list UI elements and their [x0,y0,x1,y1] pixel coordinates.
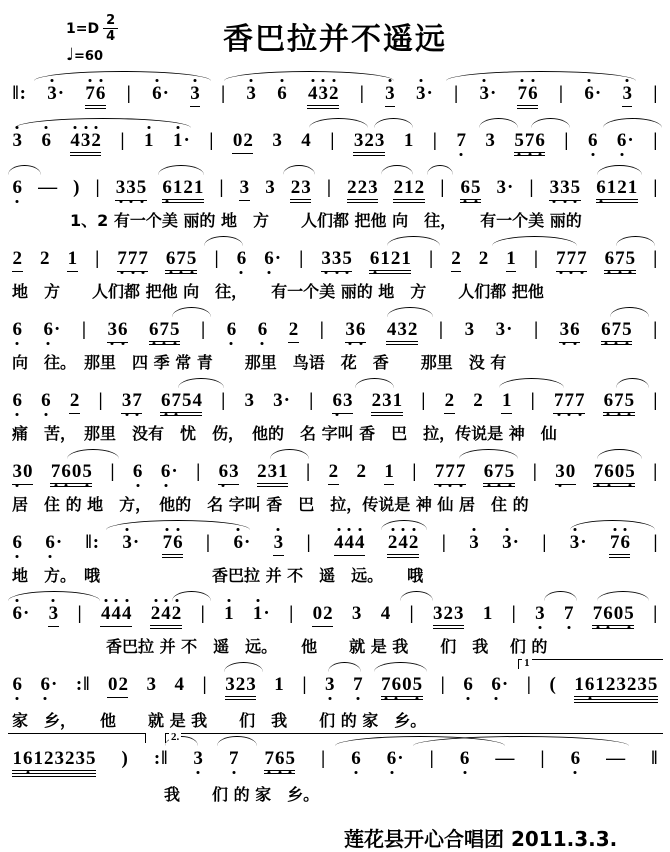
barline-symbol: | [511,603,516,624]
note-group: 2 [478,248,489,269]
barline-symbol: | [653,532,658,553]
note-group: 3 [272,130,282,151]
quarter-note-icon: ♩ [66,45,75,65]
note-group: 1· [252,603,270,624]
slur-arc [492,236,577,246]
note-group: 3· [569,532,587,553]
note-group: 30 [12,462,33,485]
note-group: 212 [393,178,425,203]
note-group: 6· [45,532,63,553]
note-group: 36 [107,320,128,343]
note-group: 6· [584,83,602,104]
barline-symbol: | [529,177,534,198]
music-system [8,733,662,805]
note-group: 7605 [381,675,423,700]
score-header [8,6,662,68]
note-group: 3 [464,319,475,340]
note-group: 231 [371,391,403,416]
note-group: 242 [387,533,419,558]
barline-symbol: | [653,130,658,151]
barline-symbol: | [209,130,214,151]
note-group: 6· [264,248,282,269]
barline-symbol: | [319,319,324,340]
barline-symbol: | [409,603,414,624]
note-group: 4 [301,130,311,151]
slur-arc [34,71,211,81]
note-group: 63 [218,462,239,485]
barline-symbol: | [441,532,446,553]
slur-arc [603,118,662,128]
note-group: 6 [463,674,473,695]
note-group: 6· [491,674,509,695]
note-group: 432 [307,84,339,109]
slur-arc [597,591,649,601]
notation-row [8,446,662,491]
note-group: 675 [149,320,181,345]
note-group: 335 [321,249,353,272]
tempo-value: =60 [74,49,104,64]
barline-symbol: | [542,532,547,553]
credit-line: 莲花县开心合唱团 2011.3.3. [344,827,618,851]
note-group: 36 [559,320,580,343]
barline-symbol: | [653,461,658,482]
tempo-marking [66,45,118,65]
note-group: 675 [165,249,197,274]
notation-row [8,304,662,349]
note-group: 777 [117,249,149,272]
note-group: 3· [502,532,519,553]
note-group: 432 [386,320,418,345]
slur-arc [355,378,394,388]
page-title: 香巴拉并不遥远 [223,23,447,56]
note-group: 3 [48,604,59,627]
note-group: 1 [506,249,517,272]
barline-symbol: | [95,248,100,269]
slur-arc [479,118,518,128]
note-group: 3 [325,674,335,695]
note-group: 3· [479,83,497,104]
note-group: 30 [555,462,576,485]
note-group: 76 [609,533,630,558]
barline-symbol: | [438,319,444,340]
barline-symbol: | [302,674,307,695]
barline-symbol: | [95,177,100,198]
barline-symbol: | [306,532,311,553]
barline-symbol: | [653,390,658,411]
note-group: 675 [483,462,515,487]
notation-row [8,68,662,113]
note-group: 6 [226,319,237,340]
volta-bracket [8,733,146,743]
note-group: 1 [403,130,414,151]
note-group: 6· [43,319,61,340]
note-group: 76 [85,84,106,109]
note-group: 3 [469,532,479,553]
barline-symbol: | [532,461,537,482]
slur-arc [283,165,316,175]
score-body [8,68,662,805]
note-group: 7 [563,603,574,624]
note-group: 6· [152,83,169,104]
slur-arc [597,165,643,175]
note-group: 6 [351,748,361,769]
note-group: 2 [473,390,483,411]
note-group: 36 [345,320,366,343]
note-group: 16123235 [12,749,96,777]
note-group: 3· [273,390,290,411]
note-group: 432 [70,131,102,156]
note-group: 16123235 [574,675,658,703]
slur-arc [597,449,643,459]
note-group: 335 [549,178,581,201]
barline-symbol: ‖ [651,748,658,769]
notation-row [8,588,662,633]
slur-arc [270,449,309,459]
music-system [8,68,662,113]
note-group: 675 [603,391,635,416]
slur-arc [610,307,649,317]
meter-numerator: 2 [103,14,118,29]
note-group: 6 [132,461,143,482]
barline-symbol: | [429,748,434,769]
note-group: 4 [380,603,391,624]
barline-symbol: | [219,177,224,198]
notation-row [8,115,662,160]
barline-symbol: | [110,461,115,482]
barline-symbol: | [321,748,326,769]
lyrics-line: 我 们 的 家 乡。 [164,785,320,804]
barline-symbol: | [221,390,226,411]
note-group: 1· [172,130,190,151]
note-group: 6 [41,390,51,411]
barline-symbol: | [558,83,564,104]
note-group: 323 [433,604,465,629]
barline-symbol: | [359,83,364,104]
barline-symbol: | [526,674,531,695]
note-group: 3 [351,603,362,624]
note-group: 6 [12,674,22,695]
note-group: — [495,748,515,769]
slur-arc [400,591,433,601]
note-group: 777 [434,462,466,485]
barline-symbol: | [330,130,335,151]
notation-row [8,733,662,781]
slur-arc [427,165,453,175]
note-group: 3· [496,177,514,198]
music-system [8,375,662,444]
slur-arc [531,118,570,128]
note-group: 231 [257,462,289,487]
note-group: 6· [233,532,251,553]
barline-symbol: | [653,177,658,198]
music-system [8,233,662,302]
note-group: 675 [604,249,636,274]
note-group: 2 [288,320,299,343]
note-group: 3 [265,177,275,198]
lyrics-line: 居 住 的 地 方， 他的 名 字叫 香 巴 拉，传说是 神 仙 居 住 的 [12,495,529,514]
slur-arc [309,118,368,128]
slur-arc [616,236,655,246]
lyrics-line: 1、2 有一个美 丽的 地 方 人们都 把他 向 往， 有一个美 丽的 [70,211,582,230]
barline-symbol: | [201,319,206,340]
note-group: 777 [553,391,585,414]
note-group: 02 [107,675,128,698]
music-system [8,115,662,160]
barline-symbol: | [653,83,658,104]
note-group: 1 [384,462,395,485]
barline-symbol: | [98,390,103,411]
notation-row [8,233,662,278]
note-group: 6 [12,319,22,340]
note-group: 6 [236,248,247,269]
slur-arc [381,165,414,175]
note-group: 02 [232,131,253,154]
barline-symbol: | [440,177,445,198]
barline-symbol: | [540,748,545,769]
barline-symbol: | [432,130,437,151]
note-group: 7 [228,748,239,769]
barline-symbol: | [202,674,207,695]
slur-arc [387,307,433,317]
note-group: 6 [277,83,287,104]
note-group: 7605 [592,604,634,629]
note-group: 3 [146,674,156,695]
barline-symbol: | [126,83,131,104]
barline-symbol: ( [549,674,556,695]
barline-symbol: ) [73,177,80,198]
note-group: 3· [495,319,513,340]
note-group: 2 [40,248,50,269]
note-group: 3 [622,84,633,107]
note-group: 6121 [162,178,204,203]
note-group: — [38,177,58,198]
note-group: 7 [353,674,363,695]
notation-row [8,517,662,562]
slur-arc [15,118,192,128]
lyrics-line: 香巴拉 并 不 遥 远。 他 就 是 我 们 我 们 的 [106,637,548,656]
music-system [8,659,662,731]
note-group: 6 [257,319,268,340]
note-group: 675 [601,320,633,345]
barline-symbol: | [309,390,314,411]
note-group: 2 [356,461,366,482]
barline-symbol: | [653,248,658,269]
meter-denominator: 4 [106,29,116,44]
barline-symbol: ‖: [12,83,26,104]
note-group: 6 [587,130,598,151]
slur-arc [616,378,649,388]
note-group: 444 [334,533,366,556]
barline-symbol: | [299,248,304,269]
note-group: 2 [328,462,339,485]
barline-symbol: | [454,83,459,104]
note-group: 6· [386,748,404,769]
barline-symbol: | [120,130,125,151]
barline-symbol: | [205,532,211,553]
lyrics-line: 家 乡， 他 就 是 我 们 我 们 的 家 乡。 [12,711,427,730]
note-group: 4 [174,674,184,695]
note-group: 323 [225,675,257,700]
barline-symbol: | [77,603,82,624]
note-group: 1 [482,603,493,624]
note-group: 2 [444,391,455,414]
note-group: 6121 [596,178,638,203]
barline-symbol: | [530,390,535,411]
note-group: 23 [290,178,311,203]
slur-arc [459,449,518,459]
note-group: 576 [514,131,546,156]
note-group: 6754 [160,391,202,416]
barline-symbol: | [533,319,539,340]
note-group: 3 [273,533,284,556]
note-group: 76 [517,84,538,109]
note-group: 242 [150,604,182,629]
slur-arc [8,165,41,175]
key-signature-block [66,14,118,65]
barline-symbol: | [214,248,219,269]
barline-symbol: | [440,674,445,695]
note-group: 1 [501,391,512,414]
barline-symbol: | [653,603,658,624]
note-group: 3 [485,130,495,151]
lyrics-line: 地 方 人们都 把他 向 往， 有一个美 丽的 地 方 人们都 把他 [12,282,544,301]
barline-symbol: | [196,461,201,482]
slur-arc [544,591,577,601]
music-system [8,304,662,373]
slur-arc [374,662,426,672]
note-group: 63 [332,391,353,414]
barline-symbol: | [220,83,226,104]
note-group: 7605 [593,462,635,487]
note-group: 1 [144,130,154,151]
notation-row [8,162,662,207]
music-system [8,446,662,515]
note-group: 3 [193,748,203,769]
barline-symbol: | [428,248,434,269]
volta-bracket: 2. [165,733,663,743]
slur-arc [158,165,204,175]
barline-symbol: | [200,603,205,624]
notation-row [8,375,662,420]
music-system [8,162,662,231]
slur-arc [328,662,361,672]
note-group: 6 [12,532,22,553]
note-group: 3 [190,84,201,107]
note-group: 3· [415,83,433,104]
note-group: 7605 [50,462,92,487]
note-group: 3 [535,603,545,624]
barline-symbol: | [564,130,569,151]
barline-symbol: | [289,603,294,624]
note-group: 323 [353,131,385,156]
note-group: 6121 [369,249,411,274]
barline-symbol: ) [121,748,128,769]
notation-row [8,659,662,707]
note-group: 6· [616,130,634,151]
note-group: 6 [12,390,22,411]
note-group: 444 [100,604,132,627]
key-label: 1=D [66,20,100,37]
note-group: 37 [121,391,142,414]
lyrics-line: 痛 苦， 那里 没有 忧 伤， 他的 名 字叫 香 巴 拉，传说是 神 仙 [12,424,557,443]
slur-arc [387,236,439,246]
note-group: 3 [385,84,396,107]
note-group: 223 [347,178,379,203]
lyrics-line: 向 往。 那里 四 季 常 青 那里 鸟语 花 香 那里 没 有 [12,353,507,372]
time-signature [103,14,118,43]
barline-symbol: | [326,177,332,198]
note-group: 6 [570,748,581,769]
slur-arc [204,236,243,246]
barline-symbol: ‖: [85,532,100,553]
barline-symbol: | [412,461,417,482]
barline-symbol: | [421,390,426,411]
barline-symbol: | [305,461,311,482]
note-group: 335 [115,178,147,201]
note-group: 02 [312,604,333,627]
note-group: 6· [160,461,178,482]
note-group: 777 [556,249,588,272]
note-group: 6 [12,177,22,198]
barline-symbol: | [533,248,539,269]
note-group: 6· [40,674,58,695]
note-group: 1 [274,674,284,695]
note-group: 2 [69,391,80,414]
barline-symbol: | [81,319,87,340]
lyrics-line: 地 方。 哦 香巴拉 并 不 遥 远。 哦 [12,566,424,585]
music-system [8,517,662,586]
slur-arc [172,307,211,317]
note-group: 2 [12,249,23,272]
note-group: 2 [451,249,462,272]
note-group: 76 [162,533,183,558]
music-system [8,588,662,657]
note-group: 3· [47,83,65,104]
slur-arc [446,71,636,81]
note-group: 65 [460,178,481,203]
slur-arc [374,118,413,128]
barline-symbol: :‖ [153,748,168,769]
note-group: — [606,748,626,769]
note-group: 6 [41,130,51,151]
note-group: 3 [239,178,250,201]
barline-symbol: | [653,319,658,340]
note-group: 7 [456,130,466,151]
barline-symbol: :‖ [75,674,90,695]
slur-arc [178,378,224,388]
note-group: 6 [459,748,470,769]
note-group: 3 [246,83,256,104]
note-group: 3· [122,532,140,553]
note-group: 6· [12,603,30,624]
slur-arc [67,449,119,459]
slur-arc [499,378,564,388]
note-group: 3 [12,130,22,151]
slur-arc [224,662,263,672]
note-group: 1 [224,603,234,624]
note-group: 1 [67,249,78,272]
note-group: 3 [244,390,254,411]
volta-bracket: 1 [518,659,663,669]
note-group: 765 [264,749,296,774]
